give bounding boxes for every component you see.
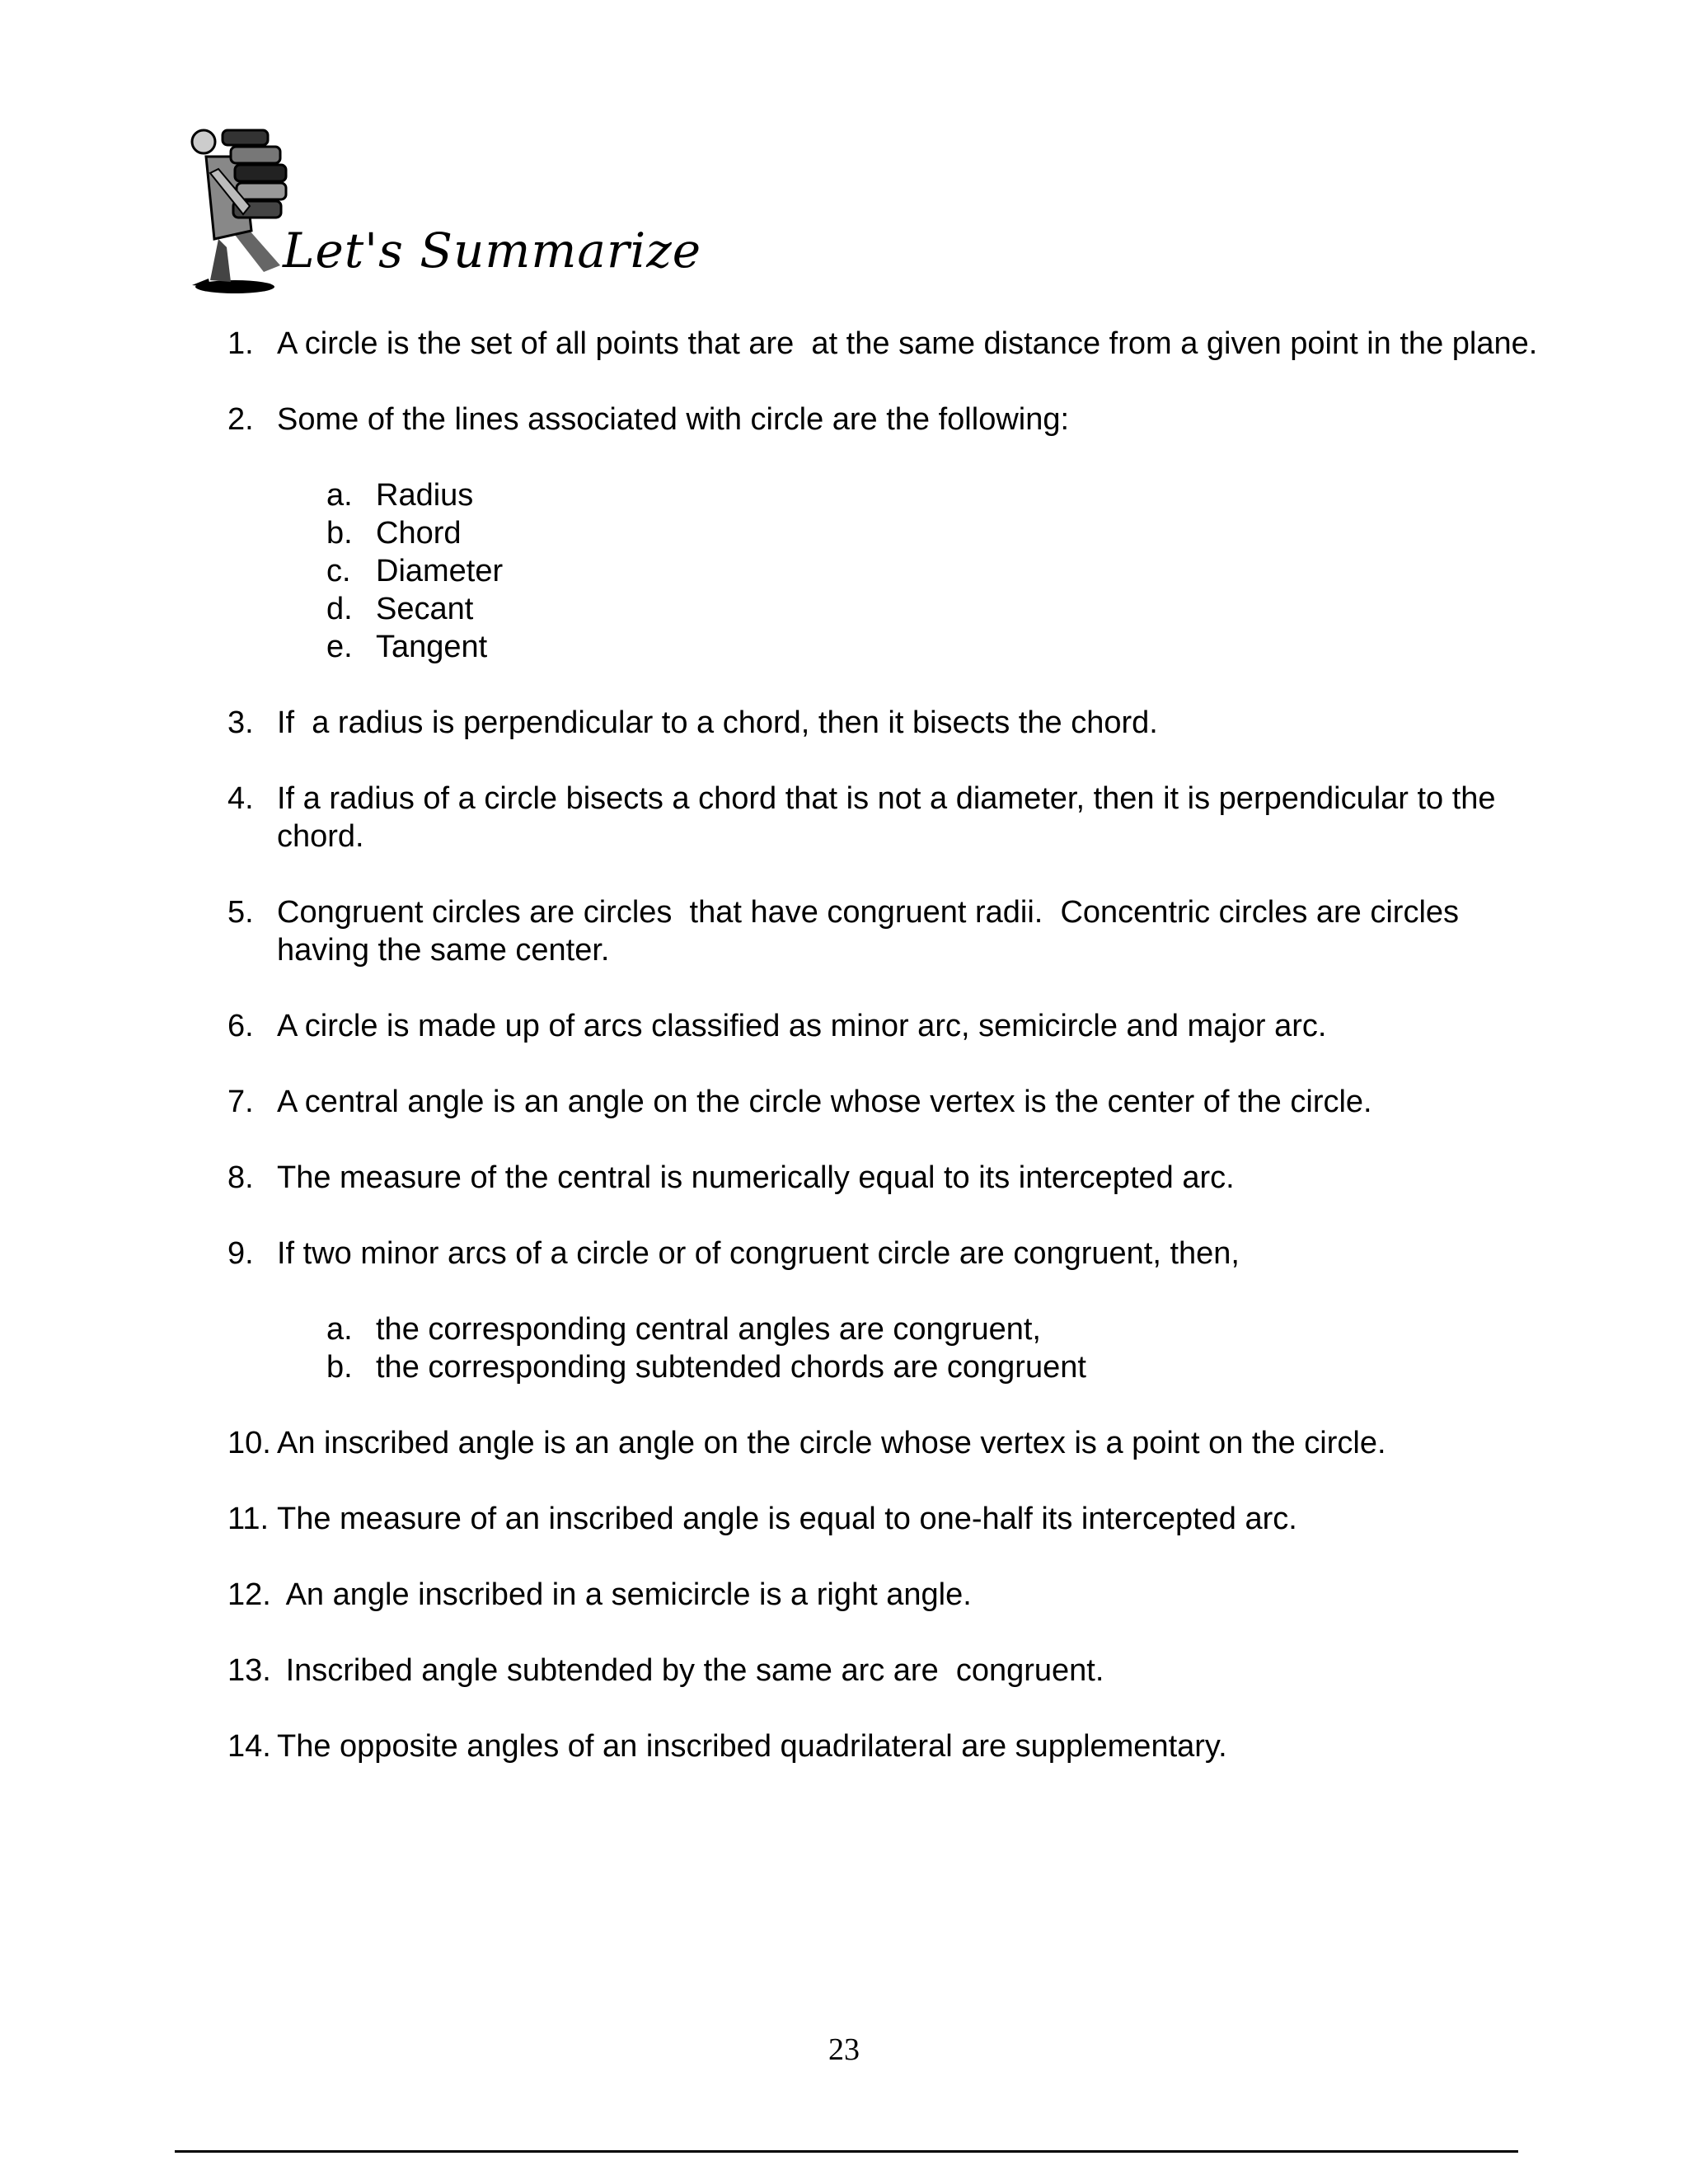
- list-item-text: If two minor arcs of a circle or of congruent circle are congruent, then,: [277, 1236, 1240, 1271]
- list-item: [227, 780, 1538, 855]
- list-item-text: A circle is the set of all points that are at the same distance from a given point in the plane.: [277, 326, 1538, 361]
- section-header: [185, 124, 762, 305]
- list-item: [227, 704, 1538, 742]
- list-item-text: The opposite angles of an inscribed quadrilateral are supplementary.: [277, 1729, 1227, 1764]
- sub-list: [326, 476, 1538, 666]
- list-item-number: 6.: [227, 1009, 254, 1043]
- summary-list: [227, 325, 1538, 1803]
- list-item-number: 12.: [227, 1577, 271, 1612]
- list-item-number: 7.: [227, 1085, 254, 1119]
- sub-list-item-letter: d.: [326, 592, 353, 626]
- list-item-text: The measure of an inscribed angle is equal to one-half its intercepted arc.: [277, 1502, 1297, 1536]
- list-item-number: 10.: [227, 1426, 271, 1460]
- sub-list-item-text: Tangent: [376, 630, 488, 664]
- list-item-text: If a radius of a circle bisects a chord that is not a diameter, then it is perpendicular to the chord.: [277, 781, 1505, 854]
- list-item-number: 13.: [227, 1653, 271, 1688]
- page-number: 23: [828, 2032, 860, 2067]
- sub-list-item-letter: e.: [326, 630, 353, 664]
- list-item: [227, 1500, 1538, 1538]
- list-item: [227, 401, 1538, 666]
- list-item-text: A central angle is an angle on the circle whose vertex is the center of the circle.: [277, 1085, 1372, 1119]
- list-item: [227, 1083, 1538, 1121]
- sub-list-item-text: the corresponding subtended chords are congruent: [376, 1350, 1086, 1385]
- list-item: [227, 1652, 1538, 1690]
- sub-list-item: [326, 1310, 1538, 1348]
- sub-list-item: [326, 590, 1538, 628]
- sub-list-item-text: Secant: [376, 592, 474, 626]
- list-item: [227, 1727, 1538, 1765]
- list-item: [227, 325, 1538, 363]
- list-item-number: 3.: [227, 705, 254, 740]
- sub-list: [326, 1310, 1538, 1386]
- list-item-text: Congruent circles are circles that have congruent radii. Concentric circles are circles having the same center.: [277, 895, 1468, 968]
- sub-list-item: [326, 628, 1538, 666]
- sub-list-item-text: the corresponding central angles are congruent,: [376, 1312, 1041, 1347]
- sub-list-item-letter: b.: [326, 1350, 353, 1385]
- list-item-text: An inscribed angle is an angle on the circle whose vertex is a point on the circle.: [277, 1426, 1386, 1460]
- list-item-text: Some of the lines associated with circle are the following:: [277, 402, 1070, 437]
- list-item: [227, 893, 1538, 969]
- list-item-number: 2.: [227, 402, 254, 437]
- list-item-text: An angle inscribed in a semicircle is a right angle.: [277, 1577, 972, 1612]
- list-item-text: If a radius is perpendicular to a chord, then it bisects the chord.: [277, 705, 1158, 740]
- sub-list-item-letter: a.: [326, 1312, 353, 1347]
- sub-list-item-text: Radius: [376, 478, 474, 513]
- list-item: [227, 1007, 1538, 1045]
- list-item-text: Inscribed angle subtended by the same arc are congruent.: [277, 1653, 1104, 1688]
- list-item-number: 8.: [227, 1160, 254, 1195]
- list-item-text: The measure of the central is numerically equal to its intercepted arc.: [277, 1160, 1235, 1195]
- sub-list-item: [326, 552, 1538, 590]
- list-item-number: 11.: [227, 1502, 270, 1536]
- sub-list-item-letter: c.: [326, 554, 351, 588]
- list-item-number: 14.: [227, 1729, 271, 1764]
- list-item: [227, 1159, 1538, 1197]
- list-item: [227, 1424, 1538, 1462]
- list-item: [227, 1235, 1538, 1386]
- list-item-number: 5.: [227, 895, 254, 930]
- sub-list-item-text: Chord: [376, 516, 462, 551]
- sub-list-item-letter: b.: [326, 516, 353, 551]
- page-title: Let's Summarize: [283, 223, 702, 279]
- list-item-number: 9.: [227, 1236, 254, 1271]
- list-item-number: 1.: [227, 326, 254, 361]
- sub-list-item: [326, 514, 1538, 552]
- sub-list-item-text: Diameter: [376, 554, 504, 588]
- sub-list-item-letter: a.: [326, 478, 353, 513]
- list-item-number: 4.: [227, 781, 254, 816]
- list-item: [227, 1576, 1538, 1614]
- list-item-text: A circle is made up of arcs classified as minor arc, semicircle and major arc.: [277, 1009, 1327, 1043]
- footer-divider: [175, 2150, 1518, 2153]
- sub-list-item: [326, 476, 1538, 514]
- sub-list-item: [326, 1348, 1538, 1386]
